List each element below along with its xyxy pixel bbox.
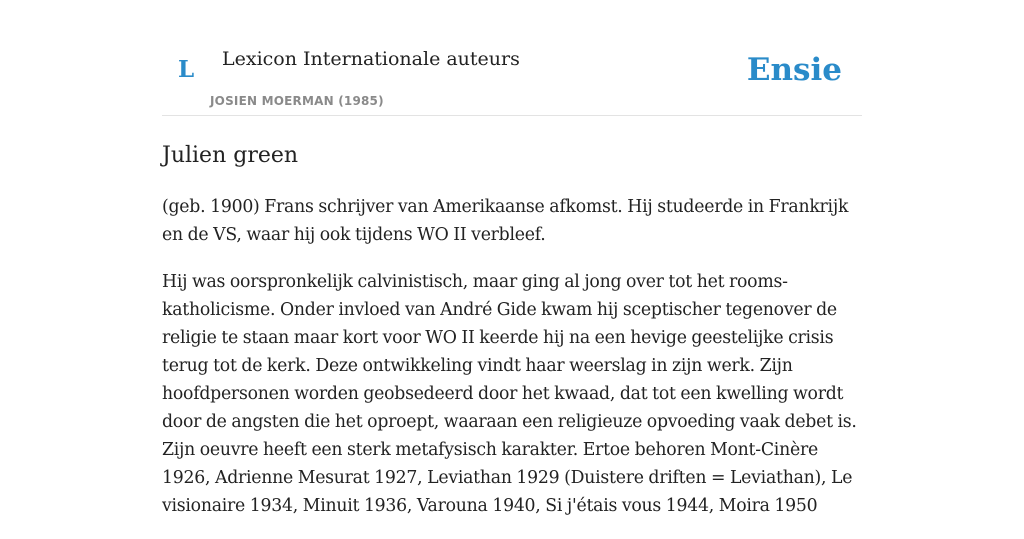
- header: [162, 0, 862, 116]
- book-author: JOSIEN MOERMAN (1985): [210, 94, 384, 108]
- book-letter-icon[interactable]: L: [178, 56, 195, 83]
- ensie-logo[interactable]: Ensie: [746, 52, 842, 88]
- page: [162, 0, 862, 539]
- entry-paragraph: (geb. 1900) Frans schrijver van Amerikaanse afkomst. Hij studeerde in Frankrijk en de VS, waar hij ook tijdens WO II verbleef.: [162, 197, 849, 245]
- entry-paragraph: Hij was oorspronkelijk calvinistisch, maar ging al jong over tot het rooms-katholicisme. Onder invloed van André Gide kwam hij sceptischer tegenover de religie te staan maar kort voor WO II keerde hij na een hevige geestelijke crisis terug tot de kerk. Deze ontwikkeling vindt haar weerslag in zijn werk. Zijn hoofdpersonen worden geobsedeerd door het kwaad, dat tot een kwelling wordt door de angsten die het oproept, waaraan een religieuze opvoeding vaak debet is. Zijn oeuvre heeft een sterk metafysisch karakter. Ertoe behoren Mont-Cinère 1926, Adrienne Mesurat 1927, Leviathan 1929 (Duistere driften = Leviathan), Le visionaire 1934, Minuit 1936, Varouna 1940, Si j'étais vous 1944, Moira 1950: [162, 272, 857, 516]
- entry-body: [162, 193, 862, 520]
- book-title[interactable]: Lexicon Internationale auteurs: [222, 48, 520, 70]
- entry-title: Julien green: [162, 143, 299, 168]
